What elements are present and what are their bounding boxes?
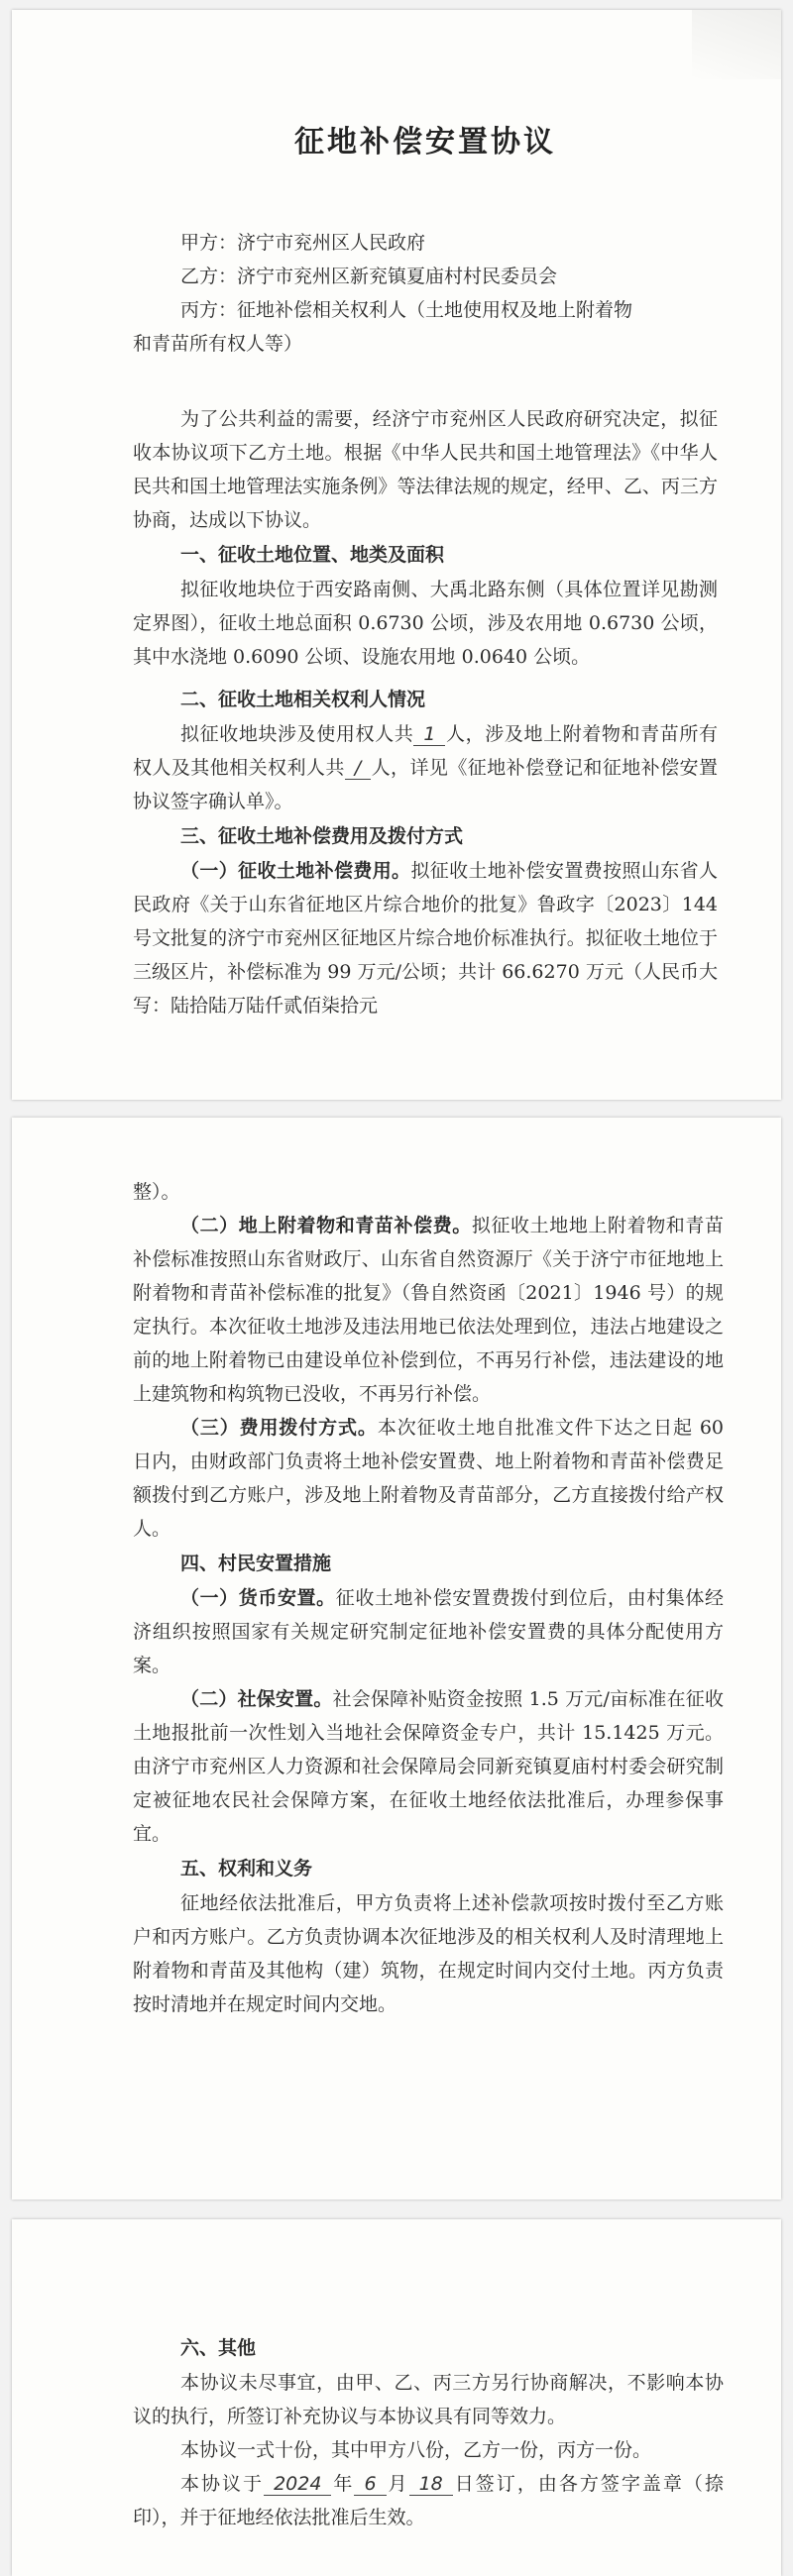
section-6-paragraph-3 bbox=[133, 2467, 724, 2534]
year-label: 年 bbox=[331, 2473, 355, 2495]
section-4-item-1 bbox=[133, 1581, 724, 1682]
section-4-item-2-text: 社会保障补贴资金按照 1.5 万元/亩标准在征收土地报批前一次性划入当地社会保障资金专户，共计 15.1425 万元。由济宁市兖州区人力资源和社会保障局会同新兖镇夏庙村村委会研究制定被征地农民社会保障方案，在征收土地经依法批准后，办理参保事宜。 bbox=[133, 1688, 724, 1845]
section-3-item-1-lead: （一）征收土地补偿费用。 bbox=[180, 860, 411, 882]
document-page-3 bbox=[12, 2219, 781, 2576]
section-1-text: 拟征收地块位于西安路南侧、大禹北路东侧（具体位置详见勘测定界图），征收土地总面积 0.6730 公顷，涉及农用地 0.6730 公顷，其中水浇地 0.6090 公顷、设施农用地 0.0640 公顷。 bbox=[133, 579, 718, 668]
party-a: 甲方：济宁市兖州区人民政府 bbox=[180, 232, 426, 254]
section-3-item-1-text: 拟征收土地补偿安置费按照山东省人民政府《关于山东省征地区片综合地价的批复》鲁政字〔2023〕144 号文批复的济宁市兖州区征地区片综合地价标准执行。拟征收土地位于三级区片，补偿标准为 99 万元/公顷；共计 66.6270 万元（人民币大写：陆拾陆万陆仟贰佰柒拾元 bbox=[133, 860, 718, 1017]
page-shadow bbox=[692, 10, 781, 79]
intro-paragraph: 为了公共利益的需要，经济宁市兖州区人民政府研究决定，拟征收本协议项下乙方土地。根据《中华人民共和国土地管理法》《中华人民共和国土地管理法实施条例》等法律法规的规定，经甲、乙、丙三方协商，达成以下协议。 bbox=[133, 408, 718, 531]
sign-date-prefix: 本协议于 bbox=[180, 2473, 265, 2495]
document-title: 征地补偿安置协议 bbox=[294, 125, 556, 160]
section-2-text-a: 拟征收地块涉及使用权人共 bbox=[180, 723, 414, 745]
section-3-item-3-lead: （三）费用拨付方式。 bbox=[180, 1417, 378, 1439]
section-4-item-2 bbox=[133, 1682, 724, 1851]
document-page-2 bbox=[12, 1118, 781, 2200]
document-page-1 bbox=[12, 10, 781, 1100]
section-3-item-3-text: 本次征收土地自批准文件下达之日起 60 日内，由财政部门负责将土地补偿安置费、地上附着物和青苗补偿费足额拨付到乙方账户，涉及地上附着物及青苗部分，乙方直接拨付给产权人。 bbox=[133, 1417, 724, 1540]
section-5-text: 征地经依法批准后，甲方负责将上述补偿款项按时拨付至乙方账户和丙方账户。乙方负责协调本次征地涉及的相关权利人及时清理地上附着物和青苗及其他构（建）筑物，在规定时间内交付土地。丙方负责按时清地并在规定时间内交地。 bbox=[133, 1892, 724, 2015]
section-4-item-1-text: 征收土地补偿安置费拨付到位后，由村集体经济组织按照国家有关规定研究制定征地补偿安置费的具体分配使用方案。 bbox=[133, 1587, 724, 1676]
party-c-line1: 丙方：征地补偿相关权利人（土地使用权及地上附着物 bbox=[180, 299, 633, 321]
handwritten-other-count: / bbox=[345, 757, 371, 780]
section-4-heading: 四、村民安置措施 bbox=[180, 1553, 332, 1574]
section-3-item-1 bbox=[133, 854, 718, 1022]
handwritten-user-count: 1 bbox=[413, 723, 445, 746]
section-1-heading: 一、征收土地位置、地类及面积 bbox=[180, 544, 445, 566]
section-3-item-2-text: 拟征收土地地上附着物和青苗补偿标准按照山东省财政厅、山东省自然资源厅《关于济宁市征地地上附着物和青苗补偿标准的批复》（鲁自然资函〔2021〕1946 号）的规定执行。本次征收土地涉及违法用地已依法处理到位，违法占地建设之前的地上附着物已由建设单位补偿到位，不再另行补偿，违法建设的地上建筑物和构筑物已没收，不再另行补偿。 bbox=[133, 1215, 724, 1405]
section-4-item-1-lead: （一）货币安置。 bbox=[180, 1587, 336, 1609]
section-3-item-1-continued: 整）。 bbox=[133, 1181, 180, 1203]
month-label: 月 bbox=[386, 2473, 409, 2495]
section-3-item-2 bbox=[133, 1209, 724, 1411]
section-6-heading: 六、其他 bbox=[180, 2337, 257, 2359]
party-b: 乙方：济宁市兖州区新兖镇夏庙村村民委员会 bbox=[180, 266, 558, 287]
section-5-heading: 五、权利和义务 bbox=[180, 1858, 313, 1879]
handwritten-year: 2024 bbox=[264, 2473, 331, 2496]
section-2-text bbox=[133, 717, 718, 818]
section-2-heading: 二、征收土地相关权利人情况 bbox=[180, 689, 426, 710]
handwritten-month: 6 bbox=[354, 2473, 386, 2496]
section-3-item-2-lead: （二）地上附着物和青苗补偿费。 bbox=[180, 1215, 472, 1236]
section-6-paragraph-1: 本协议未尽事宜，由甲、乙、丙三方另行协商解决，不影响本协议的执行，所签订补充协议与本协议具有同等效力。 bbox=[133, 2372, 724, 2427]
party-c-line2: 和青苗所有权人等） bbox=[133, 333, 303, 355]
section-6-paragraph-2: 本协议一式十份，其中甲方八份，乙方一份，丙方一份。 bbox=[180, 2439, 652, 2461]
section-3-item-3 bbox=[133, 1411, 724, 1546]
section-4-item-2-lead: （二）社保安置。 bbox=[180, 1688, 333, 1710]
section-2-text-c: 人，详见《征地补偿登记和征地补偿安置协议签字确认单》。 bbox=[133, 757, 718, 812]
sign-date-suffix: 日签订，由各方签字盖章（捺印），并于征地经依法批准后生效。 bbox=[133, 2473, 724, 2528]
section-2-text-b: 人，涉及地上附着物和青苗所有权人及其他相关权利人共 bbox=[133, 723, 718, 779]
section-3-heading: 三、征收土地补偿费用及拨付方式 bbox=[180, 825, 464, 847]
handwritten-day: 18 bbox=[409, 2473, 453, 2496]
